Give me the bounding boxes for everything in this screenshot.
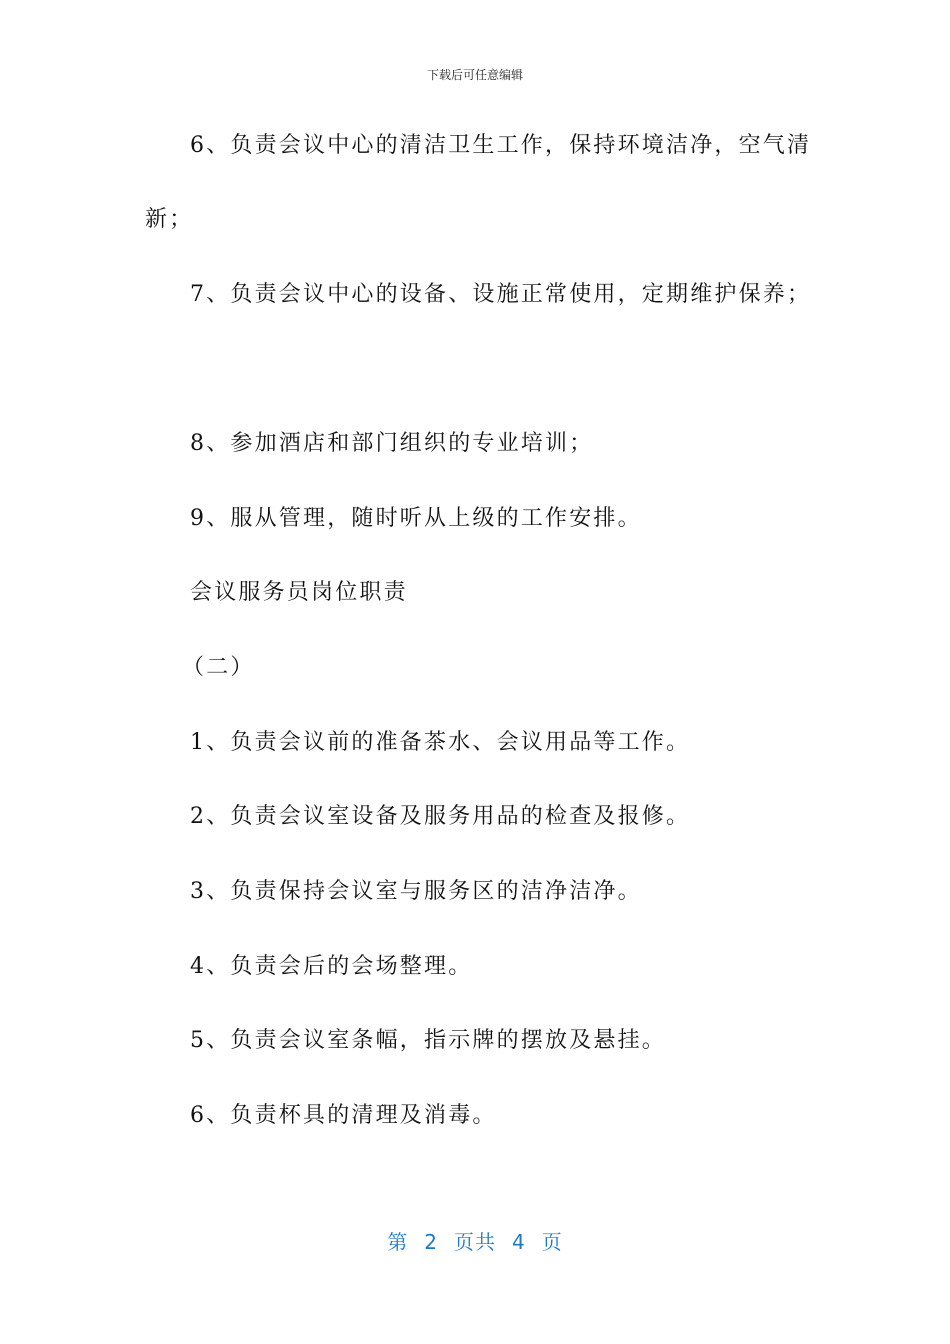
section-title: 会议服务员岗位职责	[190, 580, 408, 605]
body-line-4: 8、参加酒店和部门组织的专业培训；	[190, 431, 594, 456]
footer-current-page: 2	[424, 1230, 438, 1254]
body-line-11: 4、负责会后的会场整理。	[190, 954, 473, 979]
body-line-8: 1、负责会议前的准备茶水、会议用品等工作。	[190, 730, 691, 755]
body-line-5: 9、服从管理，随时听从上级的工作安排。	[190, 506, 642, 531]
footer-middle: 页共	[454, 1230, 496, 1254]
body-line-13: 6、负责杯具的清理及消毒。	[190, 1103, 497, 1128]
body-line-10: 3、负责保持会议室与服务区的洁净洁净。	[190, 879, 642, 904]
body-line-9: 2、负责会议室设备及服务用品的检查及报修。	[190, 804, 691, 829]
footer-suffix: 页	[541, 1230, 563, 1254]
section-subtitle: （二）	[182, 655, 255, 680]
footer-total-pages: 4	[512, 1230, 526, 1254]
body-line-1: 6、负责会议中心的清洁卫生工作，保持环境洁净，空气清	[190, 133, 812, 158]
page-header-note: 下载后可任意编辑	[426, 68, 523, 82]
page-footer	[0, 1226, 950, 1255]
body-line-2: 新；	[145, 207, 194, 232]
body-line-12: 5、负责会议室条幅，指示牌的摆放及悬挂。	[190, 1028, 666, 1053]
body-line-3: 7、负责会议中心的设备、设施正常使用，定期维护保养；	[190, 282, 812, 307]
footer-prefix: 第	[387, 1230, 409, 1254]
